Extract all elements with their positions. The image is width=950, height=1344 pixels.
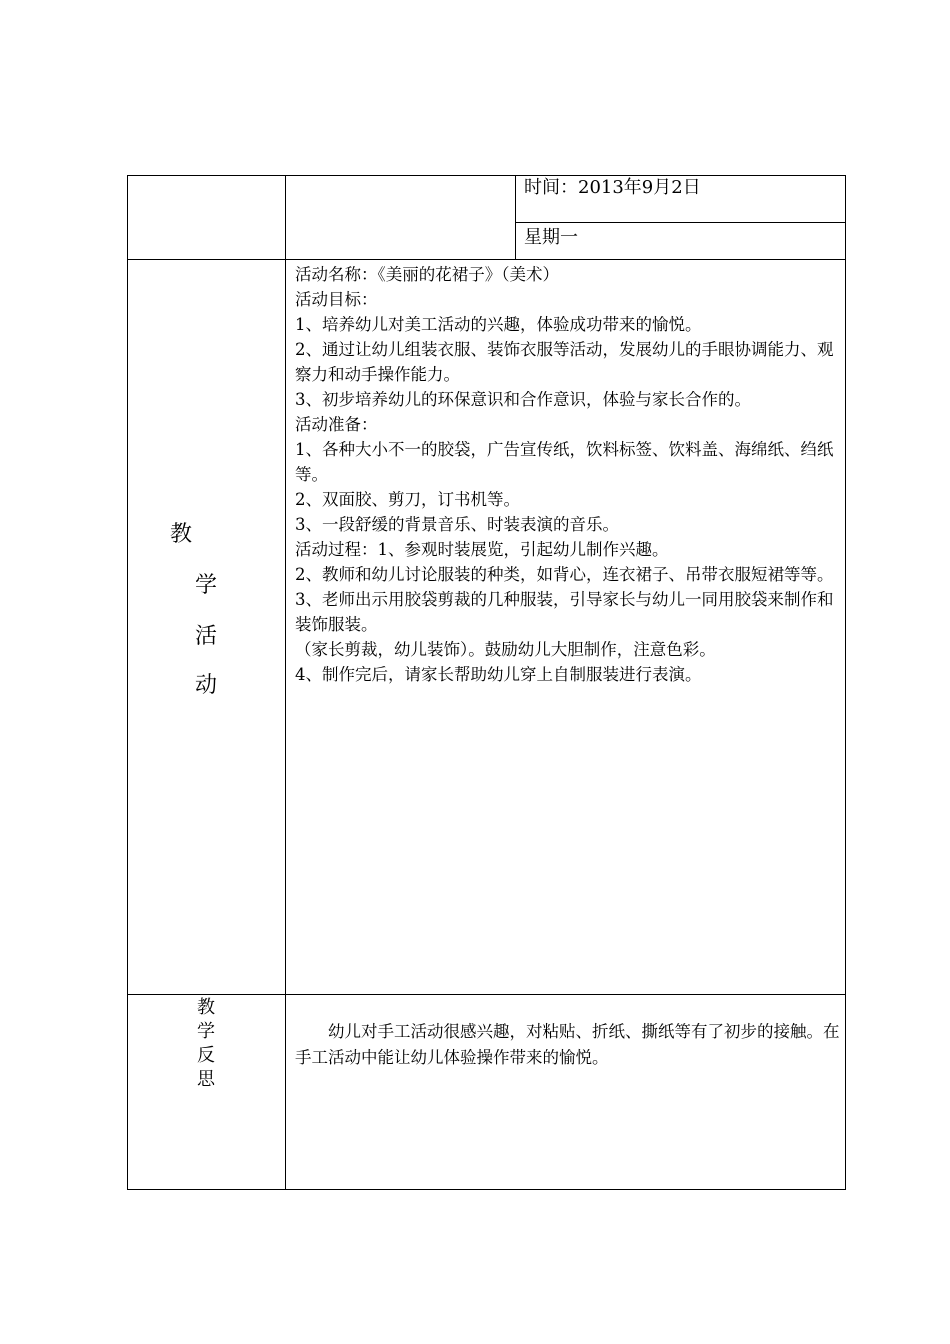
table-right-border: [845, 175, 846, 1190]
table-bottom-border: [127, 1189, 846, 1190]
header-col-divider: [515, 175, 516, 260]
activity-content: [295, 262, 840, 687]
reflection-side-label: [197, 996, 217, 1092]
weekday-label: 星期一: [524, 227, 578, 248]
date-label: 时间：2013年9月2日: [524, 177, 701, 198]
activity-line: （家长剪裁，幼儿装饰）。鼓励幼儿大胆制作，注意色彩。: [295, 640, 716, 659]
activity-line: 活动名称：《美丽的花裙子》（美术）: [295, 265, 559, 284]
activity-line: 活动准备：: [295, 415, 378, 434]
table-left-border: [127, 175, 128, 1190]
activity-bottom-border: [127, 994, 846, 995]
activity-line: 1、培养幼儿对美工活动的兴趣，体验成功带来的愉悦。: [295, 315, 702, 334]
activity-line: 2、教师和幼儿讨论服装的种类，如背心，连衣裙子、吊带衣服短裙等等。: [295, 565, 834, 584]
reflection-side-char: 学: [197, 1021, 215, 1042]
activity-line: 3、一段舒缓的背景音乐、时装表演的音乐。: [295, 515, 619, 534]
activity-side-label-2: 学: [195, 573, 218, 598]
activity-line: 1、各种大小不一的胶袋，广告宣传纸，饮料标签、饮料盖、海绵纸、绉纸等。: [295, 440, 834, 484]
reflection-text: 幼儿对手工活动很感兴趣，对粘贴、折纸、撕纸等有了初步的接触。在手工活动中能让幼儿体验操作带来的愉悦。: [295, 1022, 840, 1067]
reflection-side-char: 反: [197, 1045, 215, 1066]
col-divider: [285, 175, 286, 1190]
header-bottom-border: [127, 259, 846, 260]
table-top-border: [127, 175, 846, 176]
activity-line: 2、双面胶、剪刀，订书机等。: [295, 490, 520, 509]
activity-line: 活动目标：: [295, 290, 378, 309]
activity-line: 4、制作完后，请家长帮助幼儿穿上自制服装进行表演。: [295, 665, 702, 684]
activity-line: 3、初步培养幼儿的环保意识和合作意识，体验与家长合作的。: [295, 390, 751, 409]
header-mid-border: [515, 222, 846, 223]
activity-line: 2、通过让幼儿组装衣服、装饰衣服等活动，发展幼儿的手眼协调能力、观察力和动手操作能力。: [295, 340, 834, 384]
activity-side-label-3: 活: [195, 624, 218, 649]
activity-side-label-1: 教: [170, 522, 193, 547]
activity-line: 3、老师出示用胶袋剪裁的几种服装，引导家长与幼儿一同用胶袋来制作和装饰服装。: [295, 590, 834, 634]
reflection-side-char: 教: [197, 997, 215, 1018]
activity-side-label-4: 动: [195, 673, 218, 698]
activity-line: 活动过程：1、参观时装展览，引起幼儿制作兴趣。: [295, 540, 669, 559]
reflection-side-char: 思: [197, 1069, 215, 1090]
